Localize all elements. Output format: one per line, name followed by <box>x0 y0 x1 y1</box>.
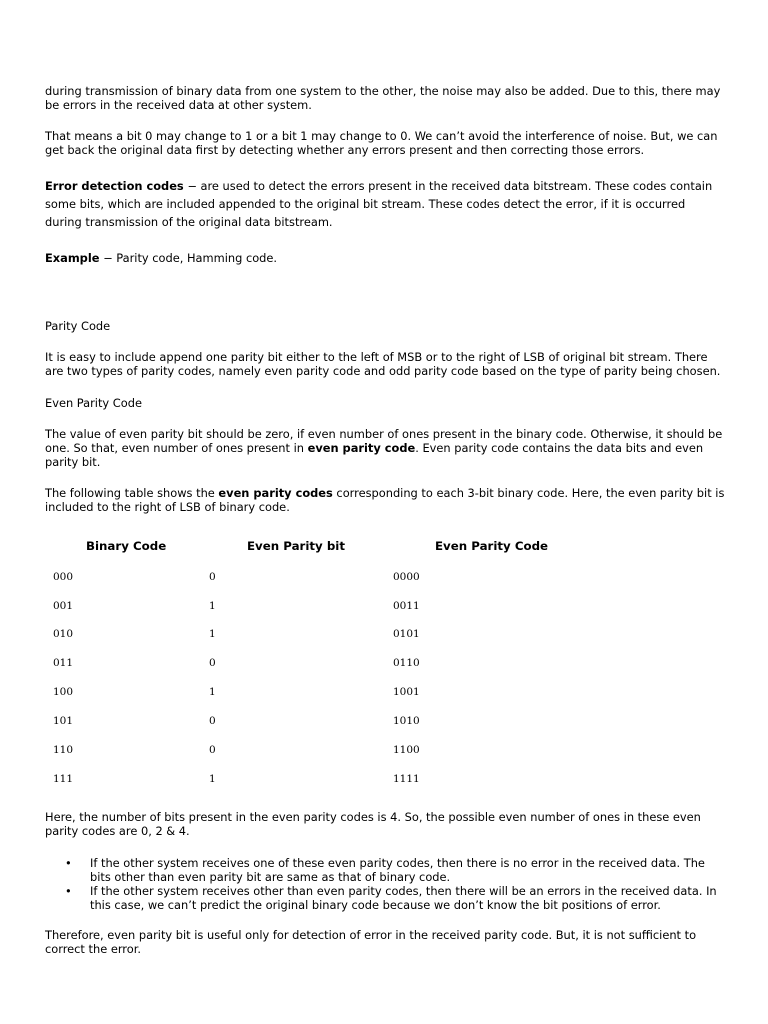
table-cell-parity-bit: 0 <box>209 657 216 669</box>
table-cell-parity-bit: 0 <box>209 715 216 727</box>
table-cell-binary: 011 <box>53 657 74 669</box>
table-cell-binary: 100 <box>53 686 74 698</box>
table-intro-text-c: corresponding to each 3-bit binary code. Here, the even parity bit is included to the right of LSB of binary code. <box>45 486 725 514</box>
even-parity-codes-term: even parity codes <box>218 486 333 500</box>
table-cell-parity-code: 1111 <box>393 773 420 785</box>
table-cell-parity-code: 0101 <box>393 628 420 640</box>
error-detection-text: − are used to detect the errors present in the received data bitstream. These codes contain some bits, which are included appended to the original bit stream. These codes detect the error, if it is occurred during transmission of the original data bitstream. <box>45 179 713 229</box>
table-header-even-parity-code: Even Parity Code <box>435 539 549 553</box>
table-cell-parity-bit: 0 <box>209 571 216 583</box>
list-item <box>45 856 725 884</box>
table-cell-binary: 001 <box>53 600 74 612</box>
noise-paragraph: That means a bit 0 may change to 1 or a bit 1 may change to 0. We can’t avoid the interference of noise. But, we can get back the original data first by detecting whether any errors present and then correcting those errors. <box>45 129 718 157</box>
even-parity-heading: Even Parity Code <box>45 396 142 410</box>
parity-code-paragraph: It is easy to include append one parity bit either to the left of MSB or to the right of LSB of original bit stream. There are two types of parity codes, namely even parity code and odd parity code based on the type of parity being chosen. <box>45 350 721 378</box>
table-cell-binary: 111 <box>53 773 74 785</box>
example-text: − Parity code, Hamming code. <box>99 251 278 265</box>
table-cell-parity-code: 0011 <box>393 600 420 612</box>
table-cell-parity-bit: 1 <box>209 600 216 612</box>
table-cell-binary: 010 <box>53 628 74 640</box>
table-intro-paragraph <box>45 486 725 514</box>
table-cell-parity-bit: 0 <box>209 744 216 756</box>
table-cell-parity-code: 1001 <box>393 686 420 698</box>
table-cell-binary: 000 <box>53 571 74 583</box>
bullet-list <box>45 856 725 912</box>
bullet-icon: • <box>65 856 72 870</box>
parity-code-heading: Parity Code <box>45 319 111 333</box>
table-cell-binary: 110 <box>53 744 74 756</box>
list-item <box>45 884 725 912</box>
error-detection-paragraph <box>45 177 725 231</box>
table-cell-parity-bit: 1 <box>209 628 216 640</box>
even-parity-code-term: even parity code <box>307 441 416 455</box>
bullet-text: If the other system receives one of these even parity codes, then there is no error in the received data. The bits other than even parity bit are same as that of binary code. <box>90 856 705 884</box>
table-cell-parity-bit: 1 <box>209 686 216 698</box>
conclusion-paragraph: Therefore, even parity bit is useful only for detection of error in the received parity code. But, it is not sufficient to correct the error. <box>45 928 697 956</box>
table-cell-parity-code: 1010 <box>393 715 420 727</box>
table-header-binary-code: Binary Code <box>86 539 167 553</box>
even-parity-paragraph <box>45 427 725 469</box>
table-cell-binary: 101 <box>53 715 74 727</box>
table-header-even-parity-bit: Even Parity bit <box>247 539 345 553</box>
table-cell-parity-bit: 1 <box>209 773 216 785</box>
bullet-icon: • <box>65 884 72 898</box>
table-intro-text-a: The following table shows the <box>45 486 219 500</box>
bullet-text: If the other system receives other than even parity codes, then there will be an errors in the received data. In this case, we can’t predict the original binary code because we don’t know the bit positions of error. <box>90 884 717 912</box>
table-cell-parity-code: 0000 <box>393 571 420 583</box>
error-detection-term: Error detection codes <box>45 179 184 193</box>
even-parity-text-c: . Even parity code contains the data bits and even parity bit. <box>45 441 704 469</box>
table-cell-parity-code: 0110 <box>393 657 420 669</box>
after-table-paragraph: Here, the number of bits present in the even parity codes is 4. So, the possible even number of ones in these even parity codes are 0, 2 & 4. <box>45 810 701 838</box>
example-paragraph <box>45 251 725 265</box>
intro-paragraph: during transmission of binary data from one system to the other, the noise may also be added. Due to this, there may be errors in the received data at other system. <box>45 84 721 112</box>
table-cell-parity-code: 1100 <box>393 744 420 756</box>
even-parity-text-a: The value of even parity bit should be zero, if even number of ones present in the binary code. Otherwise, it should be one. So that, even number of ones present in <box>45 427 723 455</box>
example-term: Example <box>45 251 100 265</box>
